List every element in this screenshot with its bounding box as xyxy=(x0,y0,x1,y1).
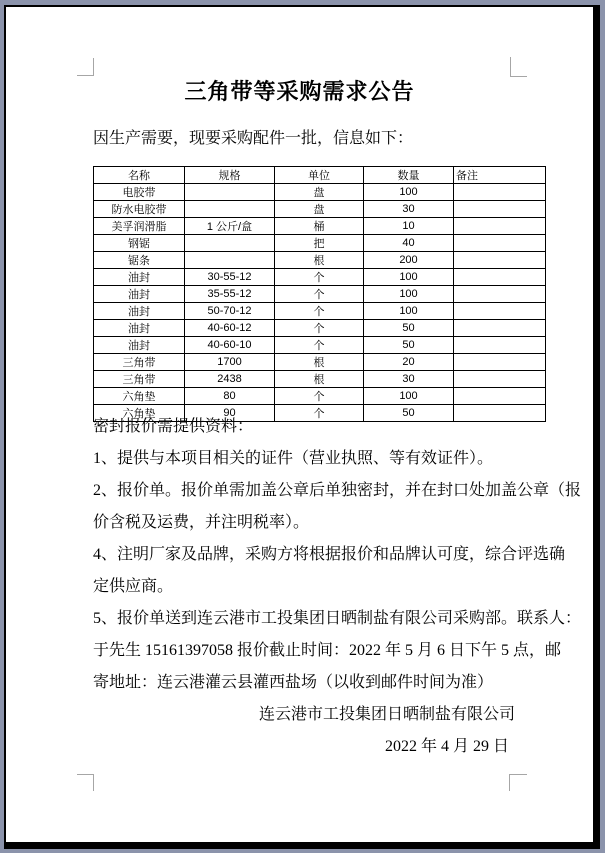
items-table xyxy=(93,166,546,422)
table-cell: 10 xyxy=(364,218,454,235)
table-row xyxy=(94,320,546,337)
paragraph-line: 定供应商。 xyxy=(93,578,174,595)
table-cell: 个 xyxy=(275,388,364,405)
table-cell: 个 xyxy=(275,320,364,337)
table-cell: 油封 xyxy=(94,286,185,303)
date-line: 2022 年 4 月 29 日 xyxy=(384,738,509,755)
table-cell xyxy=(454,286,546,303)
table-cell: 50-70-12 xyxy=(185,303,275,320)
table-cell: 油封 xyxy=(94,303,185,320)
table-cell: 200 xyxy=(364,252,454,269)
table-cell: 30-55-12 xyxy=(185,269,275,286)
table-cell xyxy=(185,252,275,269)
signature-line: 连云港市工投集团日晒制盐有限公司 xyxy=(258,706,515,723)
table-cell xyxy=(454,320,546,337)
table-cell: 80 xyxy=(185,388,275,405)
table-cell: 个 xyxy=(275,286,364,303)
table-cell xyxy=(454,184,546,201)
paragraph-line: 1、提供与本项目相关的证件（营业执照、等有效证件）。 xyxy=(93,450,494,467)
table-cell xyxy=(185,201,275,218)
table-cell: 三角带 xyxy=(94,354,185,371)
body-text xyxy=(93,411,582,763)
table-cell: 40-60-10 xyxy=(185,337,275,354)
margin-mark-bottom-left xyxy=(77,774,94,791)
paragraph-lines xyxy=(93,411,582,699)
table-row xyxy=(94,354,546,371)
document-page xyxy=(4,5,600,849)
margin-mark-bottom-right xyxy=(509,774,527,791)
table-cell xyxy=(454,337,546,354)
table-cell: 三角带 xyxy=(94,371,185,388)
margin-mark-top-right xyxy=(510,57,527,77)
items-table-body xyxy=(94,184,546,422)
table-cell xyxy=(454,252,546,269)
table-cell: 100 xyxy=(364,184,454,201)
paragraph-line: 价含税及运费，并注明税率）。 xyxy=(93,514,310,531)
table-cell: 50 xyxy=(364,320,454,337)
table-cell: 50 xyxy=(364,337,454,354)
column-header-qty: 数量 xyxy=(364,167,454,184)
table-cell xyxy=(454,371,546,388)
table-cell: 个 xyxy=(275,303,364,320)
table-cell xyxy=(454,218,546,235)
table-row xyxy=(94,235,546,252)
table-cell xyxy=(454,354,546,371)
table-cell: 桶 xyxy=(275,218,364,235)
table-row xyxy=(94,252,546,269)
table-header-row xyxy=(94,167,546,184)
table-cell: 美孚润滑脂 xyxy=(94,218,185,235)
table-cell xyxy=(454,269,546,286)
table-cell xyxy=(454,303,546,320)
table-cell: 盘 xyxy=(275,184,364,201)
table-cell: 100 xyxy=(364,303,454,320)
column-header-unit: 单位 xyxy=(275,167,364,184)
column-header-spec: 规格 xyxy=(185,167,275,184)
table-cell: 1700 xyxy=(185,354,275,371)
table-row xyxy=(94,218,546,235)
table-row xyxy=(94,269,546,286)
table-cell xyxy=(185,184,275,201)
table-cell: 油封 xyxy=(94,337,185,354)
table-row xyxy=(94,371,546,388)
table-row xyxy=(94,286,546,303)
table-cell: 油封 xyxy=(94,320,185,337)
table-cell: 40 xyxy=(364,235,454,252)
table-cell: 电胶带 xyxy=(94,184,185,201)
table-cell: 2438 xyxy=(185,371,275,388)
table-cell: 六角垫 xyxy=(94,405,185,422)
column-header-remark: 备注 xyxy=(454,167,546,184)
table-cell: 30 xyxy=(364,201,454,218)
paragraph-line: 寄地址：连云港灌云县灌西盐场（以收到邮件时间为准） xyxy=(93,674,494,691)
table-cell: 100 xyxy=(364,269,454,286)
page-title: 三角带等采购需求公告 xyxy=(184,79,415,104)
table-row xyxy=(94,184,546,201)
column-header-name: 名称 xyxy=(94,167,185,184)
table-cell: 钢锯 xyxy=(94,235,185,252)
table-cell: 100 xyxy=(364,286,454,303)
table-cell xyxy=(454,388,546,405)
table-cell: 90 xyxy=(185,405,275,422)
table-cell: 40-60-12 xyxy=(185,320,275,337)
table-cell: 20 xyxy=(364,354,454,371)
table-cell: 1 公斤/盒 xyxy=(185,218,275,235)
table-row xyxy=(94,303,546,320)
table-cell xyxy=(185,235,275,252)
table-cell: 根 xyxy=(275,371,364,388)
table-cell: 50 xyxy=(364,405,454,422)
intro-text: 因生产需要，现要采购配件一批，信息如下： xyxy=(93,130,414,147)
table-cell: 个 xyxy=(275,337,364,354)
table-row xyxy=(94,388,546,405)
table-cell: 根 xyxy=(275,354,364,371)
table-cell xyxy=(454,201,546,218)
paragraph-line: 4、注明厂家及品牌，采购方将根据报价和品牌认可度，综合评选确 xyxy=(93,546,566,563)
margin-mark-top-left xyxy=(77,58,94,76)
table-cell xyxy=(454,235,546,252)
table-cell: 个 xyxy=(275,405,364,422)
table-cell: 盘 xyxy=(275,201,364,218)
table-cell: 油封 xyxy=(94,269,185,286)
paragraph-line: 2、报价单。报价单需加盖公章后单独密封，并在封口处加盖公章（报 xyxy=(93,482,582,499)
table-cell: 根 xyxy=(275,252,364,269)
table-cell: 六角垫 xyxy=(94,388,185,405)
table-cell: 100 xyxy=(364,388,454,405)
paragraph-line: 5、报价单送到连云港市工投集团日晒制盐有限公司采购部。联系人： xyxy=(93,610,582,627)
table-cell: 把 xyxy=(275,235,364,252)
table-cell: 30 xyxy=(364,371,454,388)
table-cell: 锯条 xyxy=(94,252,185,269)
table-row xyxy=(94,337,546,354)
table-cell: 个 xyxy=(275,269,364,286)
table-cell: 35-55-12 xyxy=(185,286,275,303)
paragraph-line: 于先生 15161397058 报价截止时间：2022 年 5 月 6 日下午 5 点，邮 xyxy=(93,642,562,659)
table-row xyxy=(94,201,546,218)
paragraph-line: 密封报价需提供资料： xyxy=(93,418,254,435)
table-cell: 防水电胶带 xyxy=(94,201,185,218)
